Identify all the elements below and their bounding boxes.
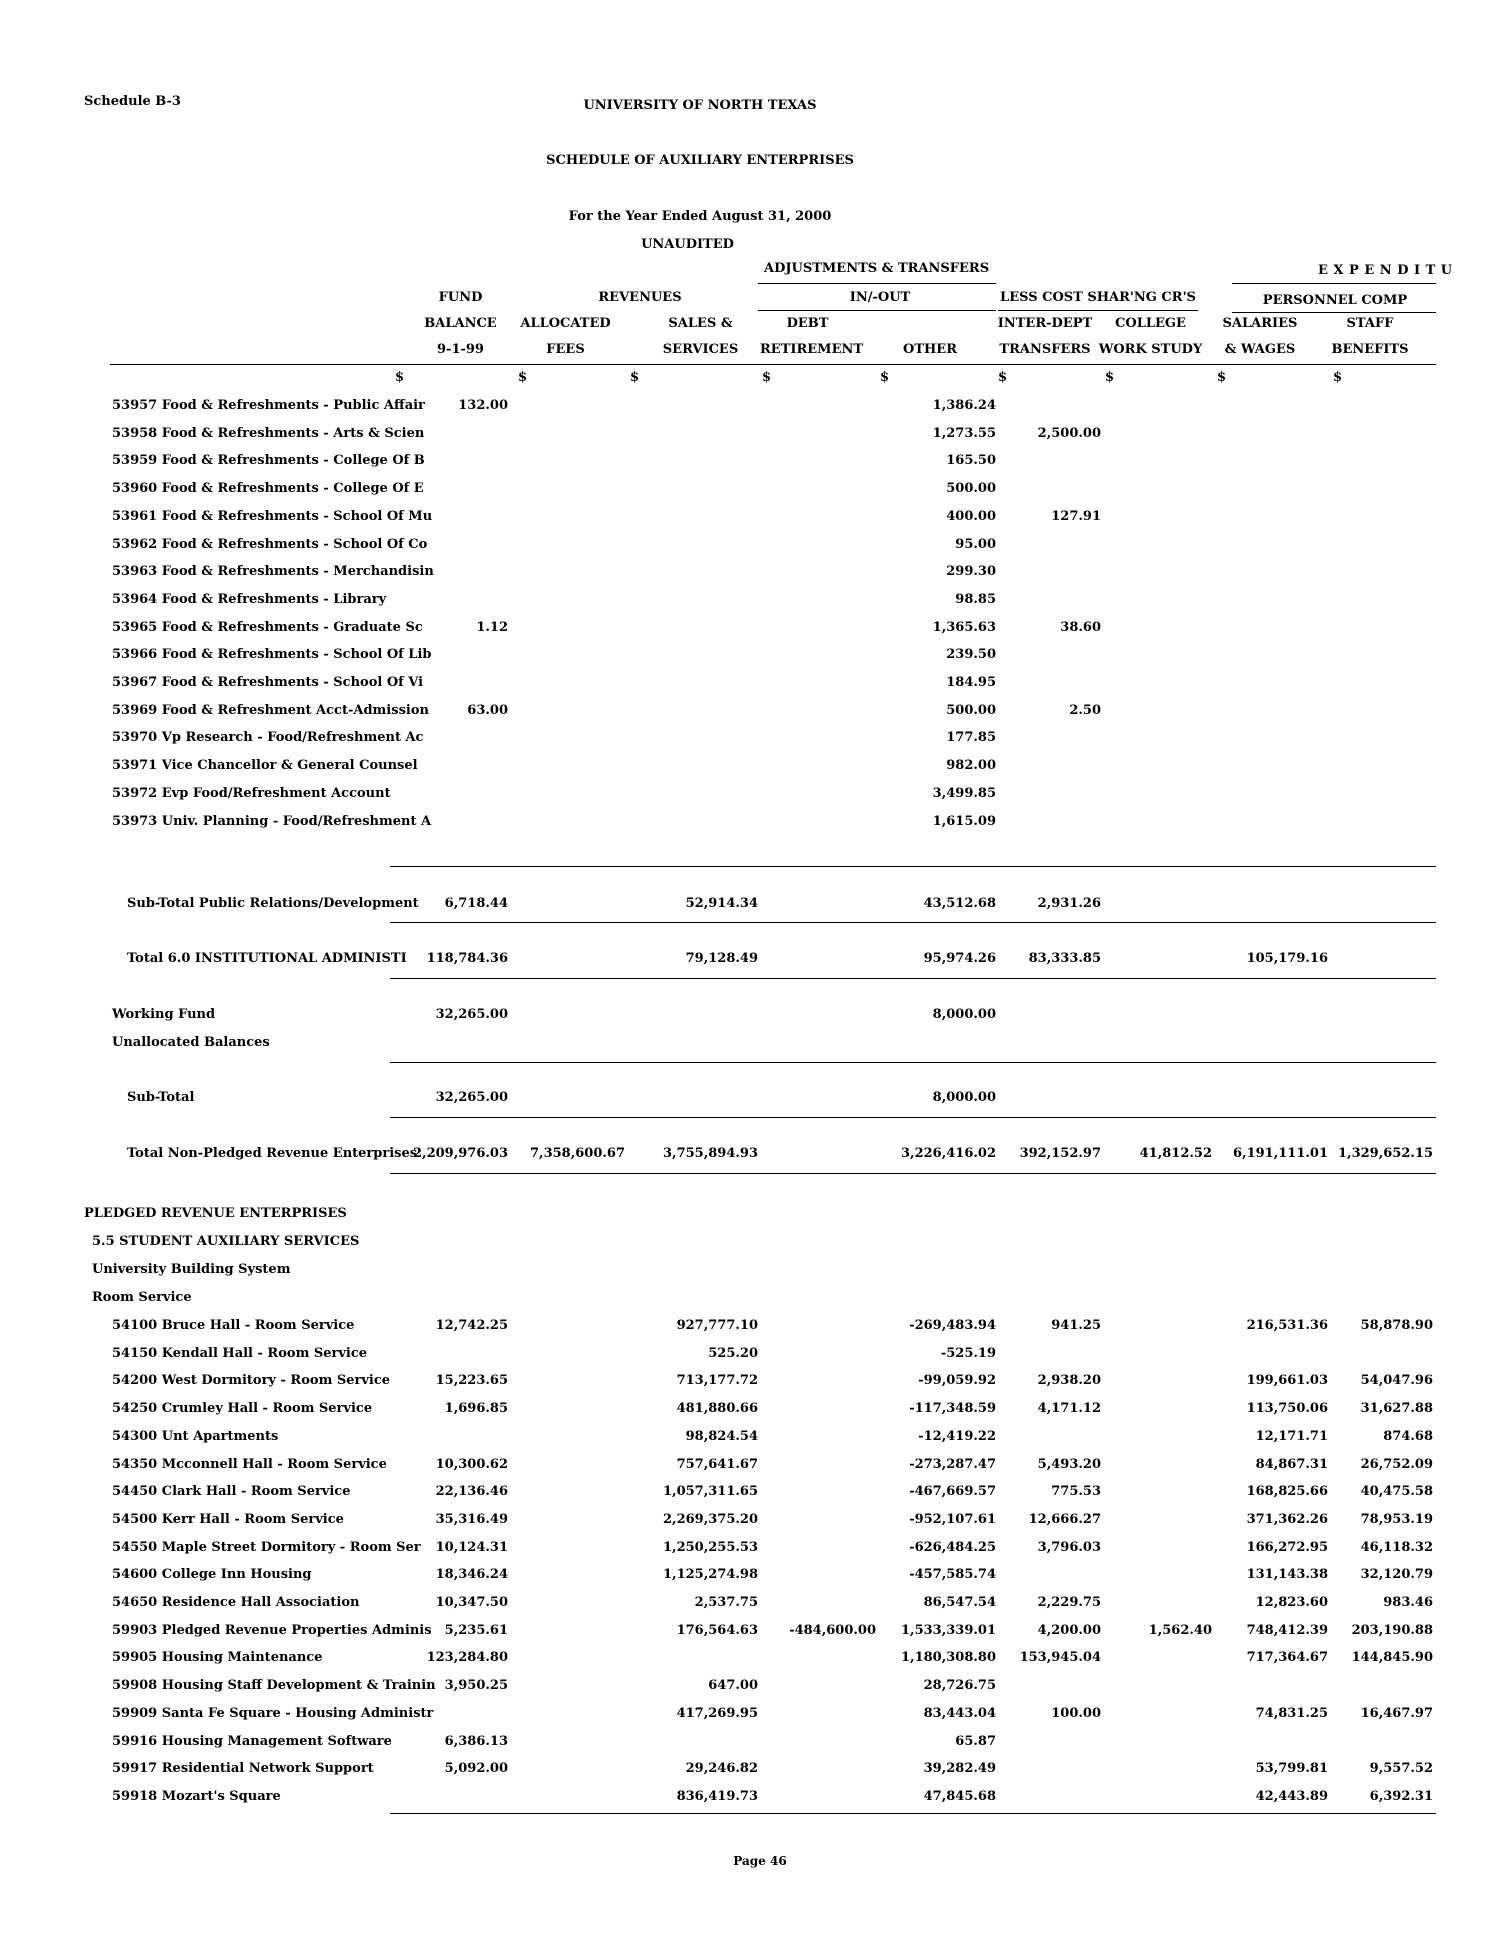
value-cell: 3,950.25 bbox=[444, 1678, 508, 1694]
value-cell: 86,547.54 bbox=[923, 1595, 996, 1610]
value-cell: 757,641.67 bbox=[676, 1456, 758, 1472]
row-label: 59918 Mozart's Square bbox=[112, 1788, 281, 1804]
row-label: 54100 Bruce Hall - Room Service bbox=[112, 1318, 355, 1333]
value-cell: -626,484.25 bbox=[909, 1539, 996, 1555]
value-cell: 1,696.85 bbox=[444, 1401, 508, 1417]
value-cell: 2,269,375.20 bbox=[663, 1511, 758, 1527]
value-cell: 153,945.04 bbox=[1019, 1650, 1101, 1666]
row-label: 53959 Food & Refreshments - College Of B bbox=[112, 453, 425, 469]
section-rule bbox=[390, 1117, 1436, 1118]
row-label: 53964 Food & Refreshments - Library bbox=[112, 591, 387, 607]
value-cell: 717,364.67 bbox=[1246, 1650, 1328, 1666]
value-cell: 481,880.66 bbox=[676, 1401, 758, 1417]
row-label: 53965 Food & Refreshments - Graduate Sc bbox=[112, 619, 423, 635]
value-cell: 165.50 bbox=[946, 453, 996, 469]
value-cell: 74,831.25 bbox=[1255, 1705, 1328, 1721]
value-cell: 43,512.68 bbox=[923, 896, 996, 911]
value-cell: 18,346.24 bbox=[435, 1567, 508, 1583]
balance-header: BALANCE bbox=[424, 316, 497, 331]
expenditures-rule bbox=[1232, 283, 1436, 284]
row-label: 53967 Food & Refreshments - School Of Vi bbox=[112, 675, 424, 690]
staff-header: STAFF bbox=[1346, 316, 1394, 331]
value-cell: 5,235.61 bbox=[444, 1622, 508, 1638]
section-rule bbox=[390, 978, 1436, 979]
value-cell: 53,799.81 bbox=[1255, 1761, 1328, 1777]
value-cell: 5,493.20 bbox=[1037, 1456, 1101, 1472]
row-label: 54500 Kerr Hall - Room Service bbox=[112, 1511, 344, 1527]
value-cell: 3,796.03 bbox=[1037, 1539, 1101, 1555]
value-cell: 123,284.80 bbox=[426, 1650, 508, 1666]
dollar-sign: $ bbox=[518, 370, 528, 385]
row-label: 59905 Housing Maintenance bbox=[112, 1650, 323, 1666]
dollar-sign: $ bbox=[998, 370, 1008, 385]
dollar-sign: $ bbox=[1217, 370, 1227, 385]
value-cell: 118,784.36 bbox=[426, 951, 508, 966]
value-cell: 941.25 bbox=[1051, 1318, 1101, 1333]
value-cell: 2,209,976.03 bbox=[413, 1146, 508, 1161]
revenues-header: REVENUES bbox=[598, 290, 682, 305]
value-cell: 216,531.36 bbox=[1246, 1318, 1328, 1333]
value-cell: 8,000.00 bbox=[932, 1090, 996, 1105]
group-heading: Room Service bbox=[92, 1290, 192, 1305]
value-cell: 6,386.13 bbox=[444, 1733, 508, 1749]
other-header: OTHER bbox=[903, 342, 957, 357]
row-label: 54250 Crumley Hall - Room Service bbox=[112, 1401, 373, 1417]
value-cell: 32,120.79 bbox=[1360, 1567, 1433, 1583]
system-heading: University Building System bbox=[92, 1262, 291, 1277]
row-label: 53963 Food & Refreshments - Merchandisin bbox=[112, 564, 434, 580]
inout-header: IN/-OUT bbox=[849, 290, 911, 305]
expenditures-header: E X P E N D I T U bbox=[1318, 263, 1453, 278]
value-cell: 500.00 bbox=[946, 481, 996, 497]
value-cell: 26,752.09 bbox=[1360, 1456, 1433, 1472]
value-cell: 1,615.09 bbox=[932, 813, 996, 829]
fees-header: FEES bbox=[546, 342, 585, 357]
value-cell: 4,200.00 bbox=[1037, 1622, 1101, 1638]
value-cell: 95,974.26 bbox=[923, 951, 996, 966]
university-title: UNIVERSITY OF NORTH TEXAS bbox=[583, 98, 817, 113]
value-cell: 1,562.40 bbox=[1148, 1622, 1212, 1638]
value-cell: 168,825.66 bbox=[1246, 1484, 1328, 1500]
value-cell: 748,412.39 bbox=[1246, 1622, 1328, 1638]
personnel-header: PERSONNEL COMP bbox=[1262, 293, 1408, 308]
value-cell: 2.50 bbox=[1069, 702, 1101, 718]
value-cell: 177.85 bbox=[946, 730, 996, 746]
adjustments-header: ADJUSTMENTS & TRANSFERS bbox=[764, 261, 990, 276]
value-cell: 982.00 bbox=[946, 758, 996, 774]
value-cell: 83,443.04 bbox=[923, 1705, 996, 1721]
college-header: COLLEGE bbox=[1115, 316, 1186, 331]
value-cell: -269,483.94 bbox=[909, 1318, 996, 1333]
value-cell: 63.00 bbox=[467, 702, 508, 718]
services-header: SERVICES bbox=[662, 342, 739, 357]
value-cell: 10,124.31 bbox=[435, 1539, 508, 1555]
row-label: Total 6.0 INSTITUTIONAL ADMINISTI bbox=[127, 951, 407, 966]
dollar-sign: $ bbox=[1105, 370, 1115, 385]
value-cell: 10,347.50 bbox=[435, 1595, 508, 1610]
value-cell: 22,136.46 bbox=[435, 1484, 508, 1500]
row-label: 54350 Mcconnell Hall - Room Service bbox=[112, 1456, 387, 1472]
value-cell: 4,171.12 bbox=[1037, 1401, 1101, 1417]
value-cell: 40,475.58 bbox=[1360, 1484, 1433, 1500]
value-cell: 38.60 bbox=[1060, 619, 1101, 635]
dollar-sign: $ bbox=[395, 370, 405, 385]
value-cell: 46,118.32 bbox=[1360, 1539, 1433, 1555]
value-cell: 299.30 bbox=[946, 564, 996, 580]
value-cell: 239.50 bbox=[946, 647, 996, 663]
row-label: Sub-Total Public Relations/Development bbox=[127, 896, 419, 911]
section-heading: 5.5 STUDENT AUXILIARY SERVICES bbox=[92, 1234, 360, 1249]
row-label: 54450 Clark Hall - Room Service bbox=[112, 1484, 351, 1500]
value-cell: 28,726.75 bbox=[923, 1678, 996, 1694]
value-cell: 400.00 bbox=[946, 508, 996, 524]
section-rule bbox=[390, 1813, 1436, 1814]
row-label: 54600 College Inn Housing bbox=[112, 1567, 312, 1583]
row-label: Working Fund bbox=[112, 1007, 216, 1022]
value-cell: 84,867.31 bbox=[1255, 1456, 1328, 1472]
value-cell: 6,191,111.01 bbox=[1233, 1146, 1328, 1161]
row-label: 53961 Food & Refreshments - School Of Mu bbox=[112, 508, 433, 524]
row-label: 53969 Food & Refreshment Acct-Admission bbox=[112, 702, 429, 718]
section-rule bbox=[390, 1062, 1436, 1063]
page-number: Page 46 bbox=[733, 1854, 787, 1868]
allocated-header: ALLOCATED bbox=[520, 316, 611, 331]
value-cell: 1,125,274.98 bbox=[663, 1567, 758, 1583]
row-label: 53971 Vice Chancellor & General Counsel bbox=[112, 758, 418, 774]
sales-header: SALES & bbox=[668, 316, 733, 331]
value-cell: 131,143.38 bbox=[1246, 1567, 1328, 1583]
row-label: 53973 Univ. Planning - Food/Refreshment A bbox=[112, 813, 432, 829]
value-cell: 12,171.71 bbox=[1255, 1428, 1328, 1444]
value-cell: -467,669.57 bbox=[909, 1484, 996, 1500]
value-cell: 2,931.26 bbox=[1037, 896, 1101, 911]
row-label: 59917 Residential Network Support bbox=[112, 1761, 374, 1777]
row-label: Total Non-Pledged Revenue Enterprises bbox=[127, 1146, 418, 1161]
pledged-heading: PLEDGED REVENUE ENTERPRISES bbox=[84, 1206, 347, 1221]
value-cell: 12,742.25 bbox=[435, 1318, 508, 1333]
value-cell: 1,273.55 bbox=[932, 425, 996, 441]
value-cell: 12,666.27 bbox=[1028, 1511, 1101, 1527]
value-cell: 16,467.97 bbox=[1360, 1705, 1433, 1721]
value-cell: 713,177.72 bbox=[676, 1373, 758, 1389]
value-cell: 83,333.85 bbox=[1028, 951, 1101, 966]
less-cost-header: LESS COST SHAR'NG CR'S bbox=[1000, 290, 1196, 305]
header-rule bbox=[110, 364, 1436, 365]
row-label: 53966 Food & Refreshments - School Of Lib bbox=[112, 647, 432, 663]
schedule-label: Schedule B-3 bbox=[84, 94, 181, 109]
value-cell: 6,392.31 bbox=[1369, 1788, 1433, 1804]
value-cell: 3,755,894.93 bbox=[663, 1146, 758, 1161]
value-cell: 47,845.68 bbox=[923, 1788, 996, 1804]
less-cost-rule bbox=[998, 310, 1198, 311]
value-cell: 983.46 bbox=[1383, 1595, 1433, 1610]
value-cell: -12,419.22 bbox=[918, 1428, 996, 1444]
value-cell: 6,718.44 bbox=[444, 896, 508, 911]
personnel-rule bbox=[1232, 312, 1436, 313]
row-label: 59916 Housing Management Software bbox=[112, 1733, 392, 1749]
value-cell: 54,047.96 bbox=[1360, 1373, 1433, 1389]
value-cell: 371,362.26 bbox=[1246, 1511, 1328, 1527]
row-label: 54150 Kendall Hall - Room Service bbox=[112, 1345, 368, 1361]
value-cell: 95.00 bbox=[955, 536, 996, 552]
unaudited-label: UNAUDITED bbox=[641, 237, 734, 252]
row-label: 53960 Food & Refreshments - College Of E bbox=[112, 481, 424, 497]
value-cell: 1,533,339.01 bbox=[901, 1622, 996, 1638]
inout-rule bbox=[758, 310, 996, 311]
retirement-header: RETIREMENT bbox=[760, 342, 864, 357]
workstudy-header: WORK STUDY bbox=[1098, 342, 1203, 357]
value-cell: 1,329,652.15 bbox=[1338, 1146, 1433, 1161]
value-cell: 2,500.00 bbox=[1037, 425, 1101, 441]
value-cell: 2,229.75 bbox=[1037, 1595, 1101, 1610]
value-cell: 39,282.49 bbox=[923, 1761, 996, 1777]
row-label: 59909 Santa Fe Square - Housing Administr bbox=[112, 1705, 434, 1721]
value-cell: 52,914.34 bbox=[685, 896, 758, 911]
value-cell: 144,845.90 bbox=[1351, 1650, 1433, 1666]
value-cell: 78,953.19 bbox=[1360, 1511, 1433, 1527]
value-cell: 2,938.20 bbox=[1037, 1373, 1101, 1389]
value-cell: 7,358,600.67 bbox=[530, 1146, 625, 1161]
value-cell: 15,223.65 bbox=[435, 1373, 508, 1389]
value-cell: 1,386.24 bbox=[932, 398, 996, 413]
value-cell: 98,824.54 bbox=[685, 1428, 758, 1444]
value-cell: -952,107.61 bbox=[909, 1511, 996, 1527]
value-cell: 166,272.95 bbox=[1246, 1539, 1328, 1555]
period-label: For the Year Ended August 31, 2000 bbox=[568, 209, 832, 224]
wages-header: & WAGES bbox=[1224, 342, 1296, 357]
value-cell: -525.19 bbox=[940, 1345, 996, 1361]
row-label: Sub-Total bbox=[127, 1090, 195, 1105]
value-cell: 199,661.03 bbox=[1246, 1373, 1328, 1389]
value-cell: 203,190.88 bbox=[1351, 1622, 1433, 1638]
value-cell: -484,600.00 bbox=[789, 1622, 876, 1638]
value-cell: 500.00 bbox=[946, 702, 996, 718]
dollar-sign: $ bbox=[1333, 370, 1343, 385]
value-cell: 8,000.00 bbox=[932, 1007, 996, 1022]
value-cell: 100.00 bbox=[1051, 1705, 1101, 1721]
value-cell: -99,059.92 bbox=[918, 1373, 996, 1389]
value-cell: 113,750.06 bbox=[1246, 1401, 1328, 1417]
value-cell: 79,128.49 bbox=[685, 951, 758, 966]
section-rule bbox=[390, 922, 1436, 923]
value-cell: 874.68 bbox=[1383, 1428, 1433, 1444]
value-cell: 2,537.75 bbox=[694, 1595, 758, 1610]
value-cell: 105,179.16 bbox=[1246, 951, 1328, 966]
value-cell: 98.85 bbox=[955, 591, 996, 607]
value-cell: 1.12 bbox=[476, 619, 508, 635]
page-title: SCHEDULE OF AUXILIARY ENTERPRISES bbox=[546, 153, 854, 168]
value-cell: 29,246.82 bbox=[685, 1761, 758, 1777]
value-cell: 417,269.95 bbox=[676, 1705, 758, 1721]
row-label: 59903 Pledged Revenue Properties Adminis bbox=[112, 1622, 432, 1638]
transfers-header: TRANSFERS bbox=[999, 342, 1091, 357]
row-label: Unallocated Balances bbox=[112, 1035, 270, 1050]
row-label: 53972 Evp Food/Refreshment Account bbox=[112, 785, 391, 801]
row-label: 53970 Vp Research - Food/Refreshment Ac bbox=[112, 730, 424, 746]
row-label: 53958 Food & Refreshments - Arts & Scien bbox=[112, 425, 425, 441]
value-cell: 3,226,416.02 bbox=[901, 1146, 996, 1161]
value-cell: 9,557.52 bbox=[1369, 1761, 1433, 1777]
value-cell: 32,265.00 bbox=[435, 1007, 508, 1022]
row-label: 54550 Maple Street Dormitory - Room Ser bbox=[112, 1539, 421, 1555]
value-cell: 525.20 bbox=[708, 1345, 758, 1361]
salaries-header: SALARIES bbox=[1222, 316, 1298, 331]
section-rule bbox=[390, 1173, 1436, 1174]
dollar-sign: $ bbox=[762, 370, 772, 385]
value-cell: 1,250,255.53 bbox=[663, 1539, 758, 1555]
row-label: 53957 Food & Refreshments - Public Affair bbox=[112, 398, 425, 413]
debt-header: DEBT bbox=[786, 316, 829, 331]
row-label: 54300 Unt Apartments bbox=[112, 1428, 279, 1444]
value-cell: 927,777.10 bbox=[676, 1318, 758, 1333]
value-cell: 392,152.97 bbox=[1019, 1146, 1101, 1161]
value-cell: 184.95 bbox=[946, 675, 996, 690]
benefits-header: BENEFITS bbox=[1331, 342, 1409, 357]
value-cell: 1,180,308.80 bbox=[901, 1650, 996, 1666]
value-cell: -457,585.74 bbox=[909, 1567, 996, 1583]
value-cell: 42,443.89 bbox=[1255, 1788, 1328, 1804]
row-label: 53962 Food & Refreshments - School Of Co bbox=[112, 536, 428, 552]
value-cell: 127.91 bbox=[1051, 508, 1101, 524]
value-cell: 836,419.73 bbox=[676, 1788, 758, 1804]
value-cell: 58,878.90 bbox=[1360, 1318, 1433, 1333]
value-cell: 65.87 bbox=[955, 1733, 996, 1749]
value-cell: 3,499.85 bbox=[932, 785, 996, 801]
dollar-sign: $ bbox=[630, 370, 640, 385]
value-cell: 132.00 bbox=[458, 398, 508, 413]
row-label: 54650 Residence Hall Association bbox=[112, 1595, 360, 1610]
adjustments-rule bbox=[758, 283, 996, 284]
section-rule bbox=[390, 866, 1436, 867]
value-cell: 1,057,311.65 bbox=[663, 1484, 758, 1500]
value-cell: 35,316.49 bbox=[435, 1511, 508, 1527]
value-cell: 31,627.88 bbox=[1360, 1401, 1433, 1417]
value-cell: 5,092.00 bbox=[444, 1761, 508, 1777]
value-cell: 10,300.62 bbox=[435, 1456, 508, 1472]
fund-header: FUND bbox=[438, 290, 483, 305]
value-cell: 647.00 bbox=[708, 1678, 758, 1694]
value-cell: 41,812.52 bbox=[1139, 1146, 1212, 1161]
value-cell: 775.53 bbox=[1051, 1484, 1101, 1500]
value-cell: 12,823.60 bbox=[1255, 1595, 1328, 1610]
value-cell: 1,365.63 bbox=[932, 619, 996, 635]
row-label: 59908 Housing Staff Development & Trainin bbox=[112, 1678, 436, 1694]
value-cell: -117,348.59 bbox=[909, 1401, 996, 1417]
value-cell: 176,564.63 bbox=[676, 1622, 758, 1638]
value-cell: 32,265.00 bbox=[435, 1090, 508, 1105]
row-label: 54200 West Dormitory - Room Service bbox=[112, 1373, 391, 1389]
date-header: 9-1-99 bbox=[437, 342, 484, 357]
dollar-sign: $ bbox=[880, 370, 890, 385]
interdept-header: INTER-DEPT bbox=[997, 316, 1093, 331]
value-cell: -273,287.47 bbox=[909, 1456, 996, 1472]
